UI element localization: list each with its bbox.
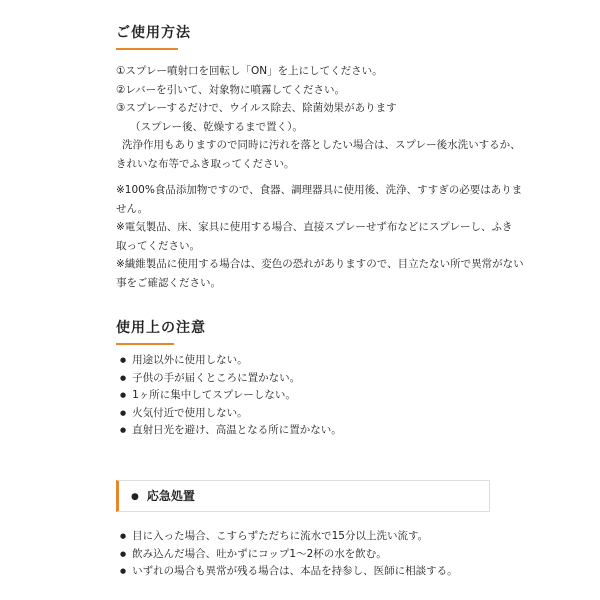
usage-note-line: ※繊維製品に使用する場合は、変色の恐れがありますので、目立たない所で異常がない: [116, 258, 524, 270]
list-item: ● 用途以外に使用しない。: [120, 352, 342, 370]
usage-line: （スプレー後、乾燥するまで置く）。: [130, 120, 303, 133]
list-item: ● 飲み込んだ場合、吐かずにコップ1～2杯の水を飲む。: [120, 546, 458, 564]
bullet-icon: ●: [131, 492, 139, 502]
caution-heading-text: 使用上の注意: [116, 320, 206, 336]
emergency-heading-text: 応急処置: [146, 489, 195, 503]
caution-heading: [116, 317, 206, 337]
list-item: ● 目に入った場合、こすらずただちに流水で15分以上洗い流す。: [120, 528, 458, 546]
usage-note-line: ※電気製品、床、家具に使用する場合、直接スプレーせず布などにスプレーし、ふき: [116, 221, 513, 233]
usage-notes: [116, 181, 524, 292]
usage-line: ③スプレーするだけで、ウイルス除去、除菌効果があります: [116, 102, 397, 114]
usage-note-line: ※100%食品添加物ですので、食器、調理器具に使用後、洗浄、すすぎの必要はありま: [116, 184, 523, 196]
usage-line: ①スプレー噴射口を回転し「ON」を上にしてください。: [116, 65, 383, 77]
caution-list: [120, 352, 342, 440]
list-item: ● 1ヶ所に集中してスプレーしない。: [120, 387, 342, 405]
usage-heading-text: ご使用方法: [116, 25, 191, 41]
list-item: ● 火気付近で使用しない。: [120, 405, 342, 423]
usage-line: きれいな布等でふき取ってください。: [116, 157, 295, 170]
usage-note-line: せん。: [116, 202, 149, 215]
emergency-list: [120, 528, 458, 581]
usage-heading: [116, 22, 191, 42]
list-item: ● 子供の手が届くところに置かない。: [120, 370, 342, 388]
usage-line: 洗浄作用もありますので同時に汚れを落としたい場合は、スプレー後水洗いするか、: [122, 139, 521, 151]
emergency-heading-box: [116, 480, 490, 512]
usage-heading-underline: [116, 48, 178, 50]
caution-heading-underline: [116, 343, 174, 345]
list-item: ● 直射日光を避け、高温となる所に置かない。: [120, 422, 342, 440]
list-item: ● いずれの場合も異常が残る場合は、本品を持参し、医師に相談する。: [120, 563, 458, 581]
usage-line: ②レバーを引いて、対象物に噴霧してください。: [116, 83, 345, 96]
usage-note-line: 事をご確認ください。: [116, 276, 221, 289]
usage-steps: [116, 62, 521, 173]
usage-note-line: 取ってください。: [116, 239, 200, 252]
